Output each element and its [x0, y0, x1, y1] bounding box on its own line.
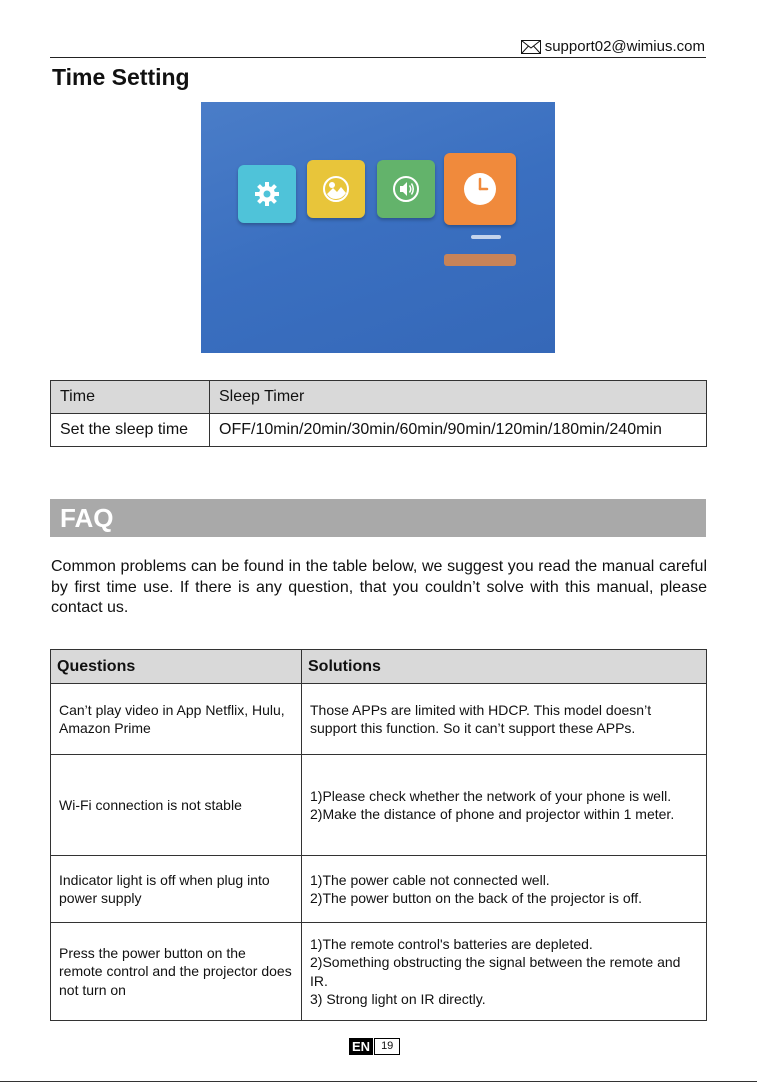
solution-line: 2)Something obstructing the signal between the remote and IR.: [310, 954, 681, 989]
table-cell: OFF/10min/20min/30min/60min/90min/120min/180min/240min: [210, 414, 707, 447]
solution-cell: [302, 923, 707, 1021]
table-cell: Sleep Timer: [210, 381, 707, 414]
solution-line: 1)The remote control's batteries are depleted.: [310, 935, 593, 952]
solution-line: 2)Make the distance of phone and projector within 1 meter.: [310, 806, 675, 822]
settings-screenshot: [201, 102, 555, 353]
solution-line: 3) Strong light on IR directly.: [310, 991, 486, 1007]
picture-icon: [322, 175, 350, 203]
page-number: 19: [374, 1038, 400, 1055]
sound-tile: [377, 160, 435, 218]
table-row: [51, 381, 707, 414]
solution-line: Those APPs are limited with HDCP. This model doesn’t support this function. So it can’t support these APPs.: [310, 701, 652, 736]
table-row: [51, 684, 707, 755]
table-row: [51, 923, 707, 1021]
section-title-time-setting: Time Setting: [52, 64, 190, 90]
question-cell: Indicator light is off when plug into power supply: [51, 856, 302, 923]
question-cell: Wi-Fi connection is not stable: [51, 755, 302, 856]
question-cell: Can’t play video in App Netflix, Hulu, Amazon Prime: [51, 684, 302, 755]
table-row: [51, 856, 707, 923]
gear-icon: [254, 181, 280, 207]
question-cell: Press the power button on the remote control and the projector does not turn on: [51, 923, 302, 1021]
time-setting-table: [50, 380, 707, 447]
clock-icon: [461, 170, 499, 208]
table-row: [51, 414, 707, 447]
faq-table: [50, 649, 707, 1021]
solution-cell: [302, 856, 707, 923]
table-cell: Set the sleep time: [51, 414, 210, 447]
speaker-icon: [392, 175, 420, 203]
page-bottom-edge: [0, 1081, 757, 1082]
faq-intro: Common problems can be found in the table below, we suggest you read the manual careful by first time use. If there is any question, that you couldn’t solve with this manual, please contact us.: [51, 558, 707, 616]
sleep-timer-pill: [444, 254, 516, 266]
header-divider: [50, 57, 706, 58]
solution-cell: [302, 684, 707, 755]
picture-tile: [307, 160, 365, 218]
settings-tile: [238, 165, 296, 223]
language-badge: EN: [349, 1038, 373, 1055]
time-tile: [444, 153, 516, 225]
header-email: [521, 38, 705, 55]
page-indicator: [349, 1038, 400, 1055]
column-header-questions: Questions: [51, 650, 302, 684]
solution-line: 1)The power cable not connected well.: [310, 871, 550, 888]
column-header-solutions: Solutions: [302, 650, 707, 684]
table-cell: Time: [51, 381, 210, 414]
solution-line: 1)Please check whether the network of your phone is well.: [310, 787, 672, 804]
solution-line: 2)The power button on the back of the projector is off.: [310, 890, 643, 906]
table-row: [51, 755, 707, 856]
email-text[interactable]: support02@wimius.com: [544, 38, 705, 55]
faq-heading: FAQ: [50, 499, 706, 537]
table-header-row: [51, 650, 707, 684]
tile-caption: [471, 235, 501, 239]
solution-cell: [302, 755, 707, 856]
envelope-icon: [521, 40, 541, 54]
